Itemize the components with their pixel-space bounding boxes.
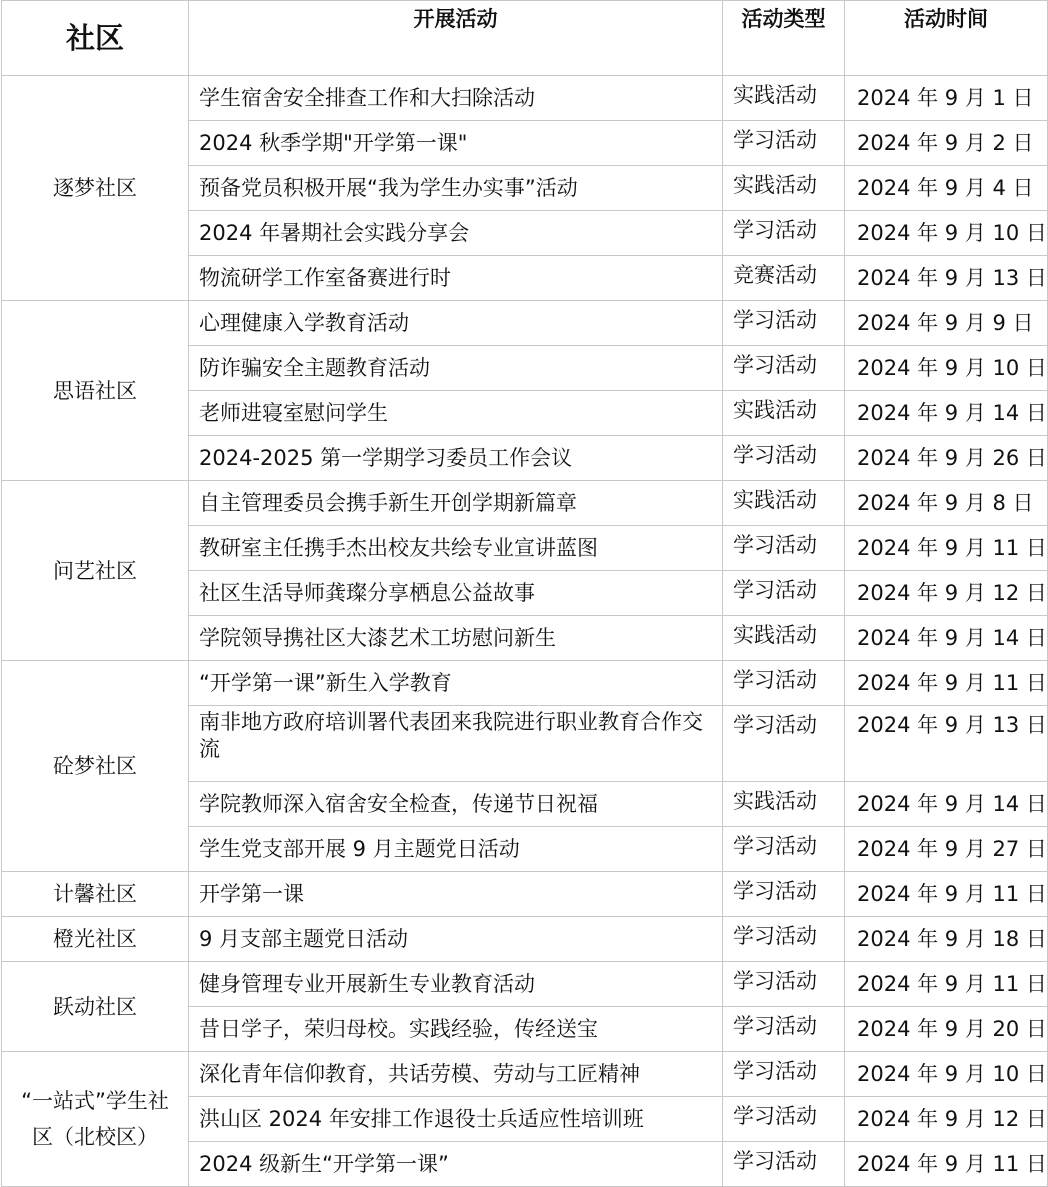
activity-cell: 健身管理专业开展新生专业教育活动 [189,962,723,1007]
activity-date-cell: 2024 年 9 月 11 日 [845,1142,1048,1187]
activity-type-cell: 学习活动 [723,526,845,571]
activity-date-cell: 2024 年 9 月 2 日 [845,121,1048,166]
activity-cell: 物流研学工作室备赛进行时 [189,256,723,301]
community-cell: 砼梦社区 [2,661,189,872]
activity-cell: 2024 年暑期社会实践分享会 [189,211,723,256]
activity-date-cell: 2024 年 9 月 8 日 [845,481,1048,526]
activity-type-cell: 实践活动 [723,782,845,827]
activity-cell: 2024 秋季学期"开学第一课" [189,121,723,166]
activity-cell: 洪山区 2024 年安排工作退役士兵适应性培训班 [189,1097,723,1142]
header-time: 活动时间 [845,1,1048,76]
activity-date-cell: 2024 年 9 月 14 日 [845,616,1048,661]
activity-date-cell: 2024 年 9 月 10 日 [845,1052,1048,1097]
activity-cell: “开学第一课”新生入学教育 [189,661,723,706]
activity-date-cell: 2024 年 9 月 20 日 [845,1007,1048,1052]
activity-date-cell: 2024 年 9 月 11 日 [845,962,1048,1007]
activity-date-cell: 2024 年 9 月 4 日 [845,166,1048,211]
activity-type-cell: 学习活动 [723,827,845,872]
activity-type-cell: 学习活动 [723,571,845,616]
activity-cell: 学院教师深入宿舍安全检查，传递节日祝福 [189,782,723,827]
activity-cell: 学生党支部开展 9 月主题党日活动 [189,827,723,872]
activity-table [1,0,1048,1187]
activity-date-cell: 2024 年 9 月 12 日 [845,1097,1048,1142]
activity-date-cell: 2024 年 9 月 10 日 [845,211,1048,256]
activity-type-cell: 学习活动 [723,1007,845,1052]
activity-type-cell: 学习活动 [723,872,845,917]
activity-type-cell: 学习活动 [723,436,845,481]
community-cell: 橙光社区 [2,917,189,962]
activity-type-cell: 实践活动 [723,166,845,211]
activity-type-cell: 学习活动 [723,346,845,391]
activity-cell: 深化青年信仰教育，共话劳模、劳动与工匠精神 [189,1052,723,1097]
activity-date-cell: 2024 年 9 月 1 日 [845,76,1048,121]
header-row [2,1,1048,76]
activity-cell: 防诈骗安全主题教育活动 [189,346,723,391]
activity-date-cell: 2024 年 9 月 18 日 [845,917,1048,962]
activity-date-cell: 2024 年 9 月 13 日 [845,706,1048,782]
community-cell: 跃动社区 [2,962,189,1052]
activity-cell: 学生宿舍安全排查工作和大扫除活动 [189,76,723,121]
activity-date-cell: 2024 年 9 月 10 日 [845,346,1048,391]
community-cell: 计馨社区 [2,872,189,917]
header-community: 社区 [2,1,189,76]
activity-date-cell: 2024 年 9 月 9 日 [845,301,1048,346]
table-row [2,76,1048,121]
activity-type-cell: 竞赛活动 [723,256,845,301]
table-row [2,481,1048,526]
activity-date-cell: 2024 年 9 月 11 日 [845,661,1048,706]
community-cell: 思语社区 [2,301,189,481]
table-row [2,962,1048,1007]
activity-cell: 开学第一课 [189,872,723,917]
activity-type-cell: 学习活动 [723,301,845,346]
activity-type-cell: 学习活动 [723,121,845,166]
activity-cell: 教研室主任携手杰出校友共绘专业宣讲蓝图 [189,526,723,571]
header-type: 活动类型 [723,1,845,76]
activity-cell: 2024 级新生“开学第一课” [189,1142,723,1187]
activity-date-cell: 2024 年 9 月 12 日 [845,571,1048,616]
table-row [2,661,1048,706]
activity-type-cell: 实践活动 [723,391,845,436]
table-row [2,917,1048,962]
activity-cell: 9 月支部主题党日活动 [189,917,723,962]
activity-type-cell: 学习活动 [723,917,845,962]
community-cell: 逐梦社区 [2,76,189,301]
activity-cell: 自主管理委员会携手新生开创学期新篇章 [189,481,723,526]
activity-cell: 心理健康入学教育活动 [189,301,723,346]
activity-date-cell: 2024 年 9 月 11 日 [845,526,1048,571]
activity-cell: 昔日学子，荣归母校。实践经验，传经送宝 [189,1007,723,1052]
activity-date-cell: 2024 年 9 月 14 日 [845,391,1048,436]
activity-cell: 预备党员积极开展“我为学生办实事”活动 [189,166,723,211]
activity-type-cell: 学习活动 [723,1097,845,1142]
community-cell: 问艺社区 [2,481,189,661]
activity-date-cell: 2024 年 9 月 14 日 [845,782,1048,827]
header-activity: 开展活动 [189,1,723,76]
activity-cell: 社区生活导师龚璨分享栖息公益故事 [189,571,723,616]
activity-type-cell: 学习活动 [723,211,845,256]
activity-cell: 老师进寝室慰问学生 [189,391,723,436]
table-row [2,1052,1048,1097]
activity-type-cell: 学习活动 [723,962,845,1007]
activity-date-cell: 2024 年 9 月 26 日 [845,436,1048,481]
activity-type-cell: 学习活动 [723,706,845,782]
activity-type-cell: 实践活动 [723,76,845,121]
table-body [2,1,1048,1187]
activity-type-cell: 学习活动 [723,661,845,706]
community-cell: “一站式”学生社区（北校区） [2,1052,189,1187]
activity-date-cell: 2024 年 9 月 11 日 [845,872,1048,917]
activity-cell: 学院领导携社区大漆艺术工坊慰问新生 [189,616,723,661]
table-row [2,301,1048,346]
activity-date-cell: 2024 年 9 月 13 日 [845,256,1048,301]
table-row [2,872,1048,917]
activity-type-cell: 学习活动 [723,1052,845,1097]
activity-cell: 南非地方政府培训署代表团来我院进行职业教育合作交流 [189,706,723,782]
activity-type-cell: 实践活动 [723,481,845,526]
activity-type-cell: 学习活动 [723,1142,845,1187]
activity-cell: 2024-2025 第一学期学习委员工作会议 [189,436,723,481]
activity-type-cell: 实践活动 [723,616,845,661]
activity-date-cell: 2024 年 9 月 27 日 [845,827,1048,872]
